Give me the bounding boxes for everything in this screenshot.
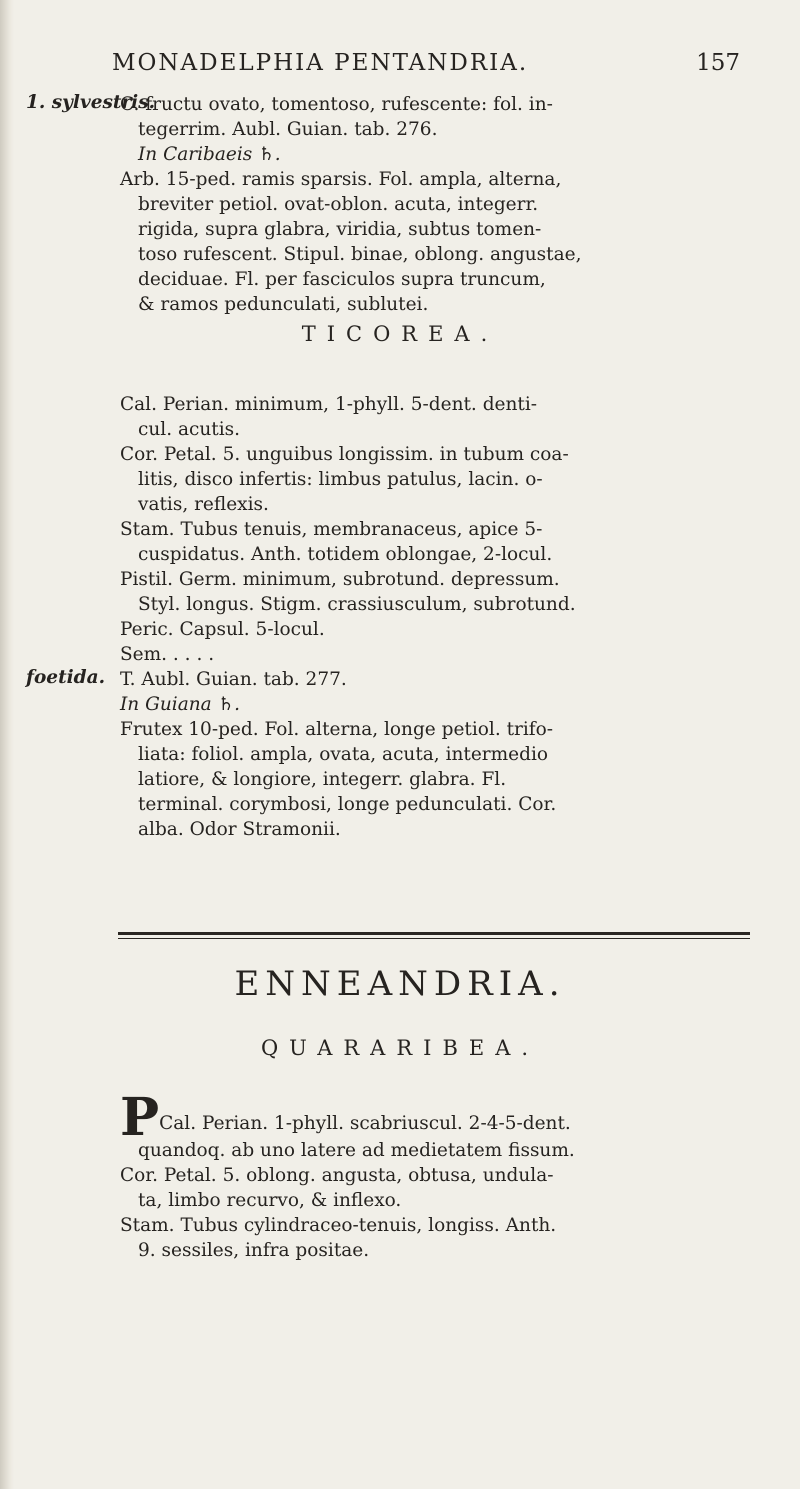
text-line: Peric. Capsul. 5-locul.	[120, 619, 325, 640]
margin-label-foetida: foetida.	[26, 667, 106, 688]
text-line: deciduae. Fl. per fasciculos supra truncum,	[138, 269, 546, 290]
text-line: toso rufescent. Stipul. binae, oblong. angustae,	[138, 244, 582, 265]
text-line: In Guiana ♄.	[120, 694, 241, 715]
text-line: Pistil. Germ. minimum, subrotund. depressum.	[120, 569, 560, 590]
dropcap-letter: P	[120, 1087, 160, 1148]
text-line: Sem. . . . .	[120, 644, 215, 665]
text-line: Cor. Petal. 5. unguibus longissim. in tubum coa-	[120, 444, 569, 465]
text-line: litis, disco infertis: limbus patulus, lacin. o-	[138, 469, 543, 490]
text-line: 9. sessiles, infra positae.	[138, 1240, 370, 1261]
margin-label-sylvestris: 1. sylvestris.	[26, 92, 156, 113]
text-line: rigida, supra glabra, viridia, subtus tomen-	[138, 219, 542, 240]
text-line: alba. Odor Stramonii.	[138, 819, 341, 840]
genus-heading-ticorea: TICOREA.	[301, 322, 499, 346]
section-rule-thin	[118, 938, 750, 939]
text-line: Styl. longus. Stigm. crassiusculum, subrotund.	[138, 594, 576, 615]
text-line-with-dropcap	[120, 1087, 720, 1148]
text-line: ta, limbo recurvo, & inflexo.	[138, 1190, 402, 1211]
section-rule-thick	[118, 932, 750, 935]
running-title: MONADELPHIA PENTANDRIA.	[112, 50, 529, 76]
running-header	[112, 50, 740, 76]
entry-ticorea	[120, 392, 720, 667]
text-line: cul. acutis.	[138, 419, 240, 440]
text-line: liata: foliol. ampla, ovata, acuta, intermedio	[138, 744, 549, 765]
text-line: latiore, & longiore, integerr. glabra. Fl.	[138, 769, 507, 790]
text-line: tegerrim. Aubl. Guian. tab. 276.	[138, 119, 438, 140]
text-line: terminal. corymbosi, longe pedunculati. Cor.	[138, 794, 557, 815]
text-line: C. fructu ovato, tomentoso, rufescente: fol. in-	[120, 94, 553, 115]
text-line: Stam. Tubus tenuis, membranaceus, apice 5-	[120, 519, 543, 540]
text-line: Frutex 10-ped. Fol. alterna, longe petiol. trifo-	[120, 719, 554, 740]
text-line: Cor. Petal. 5. oblong. angusta, obtusa, undula-	[120, 1165, 554, 1186]
text-line: quandoq. ab uno latere ad medietatem fissum.	[138, 1140, 575, 1161]
page-gutter-shadow	[0, 0, 14, 1489]
text-line: Arb. 15-ped. ramis sparsis. Fol. ampla, alterna,	[120, 169, 562, 190]
text-line: Cal. Perian. minimum, 1-phyll. 5-dent. denti-	[120, 394, 537, 415]
text-line: & ramos pedunculati, sublutei.	[138, 294, 429, 315]
text-line: T. Aubl. Guian. tab. 277.	[120, 669, 347, 690]
text-line: vatis, reflexis.	[138, 494, 269, 515]
text-line: cuspidatus. Anth. totidem oblongae, 2-locul.	[138, 544, 553, 565]
page-number: 157	[696, 50, 740, 76]
entry-quararibea	[120, 1087, 720, 1263]
text-line: breviter petiol. ovat-oblon. acuta, integerr.	[138, 194, 539, 215]
text-line: Cal. Perian. 1-phyll. scabriuscul. 2-4-5-dent.	[159, 1113, 571, 1134]
entry-sylvestris	[120, 92, 720, 317]
entry-foetida	[120, 667, 720, 842]
text-line: In Caribaeis ♄.	[138, 144, 281, 165]
genus-heading-quararibea: QUARARIBEA.	[260, 1036, 540, 1060]
class-heading-enneandria: ENNEANDRIA.	[234, 964, 566, 1004]
text-line: Stam. Tubus cylindraceo-tenuis, longiss. Anth.	[120, 1215, 557, 1236]
